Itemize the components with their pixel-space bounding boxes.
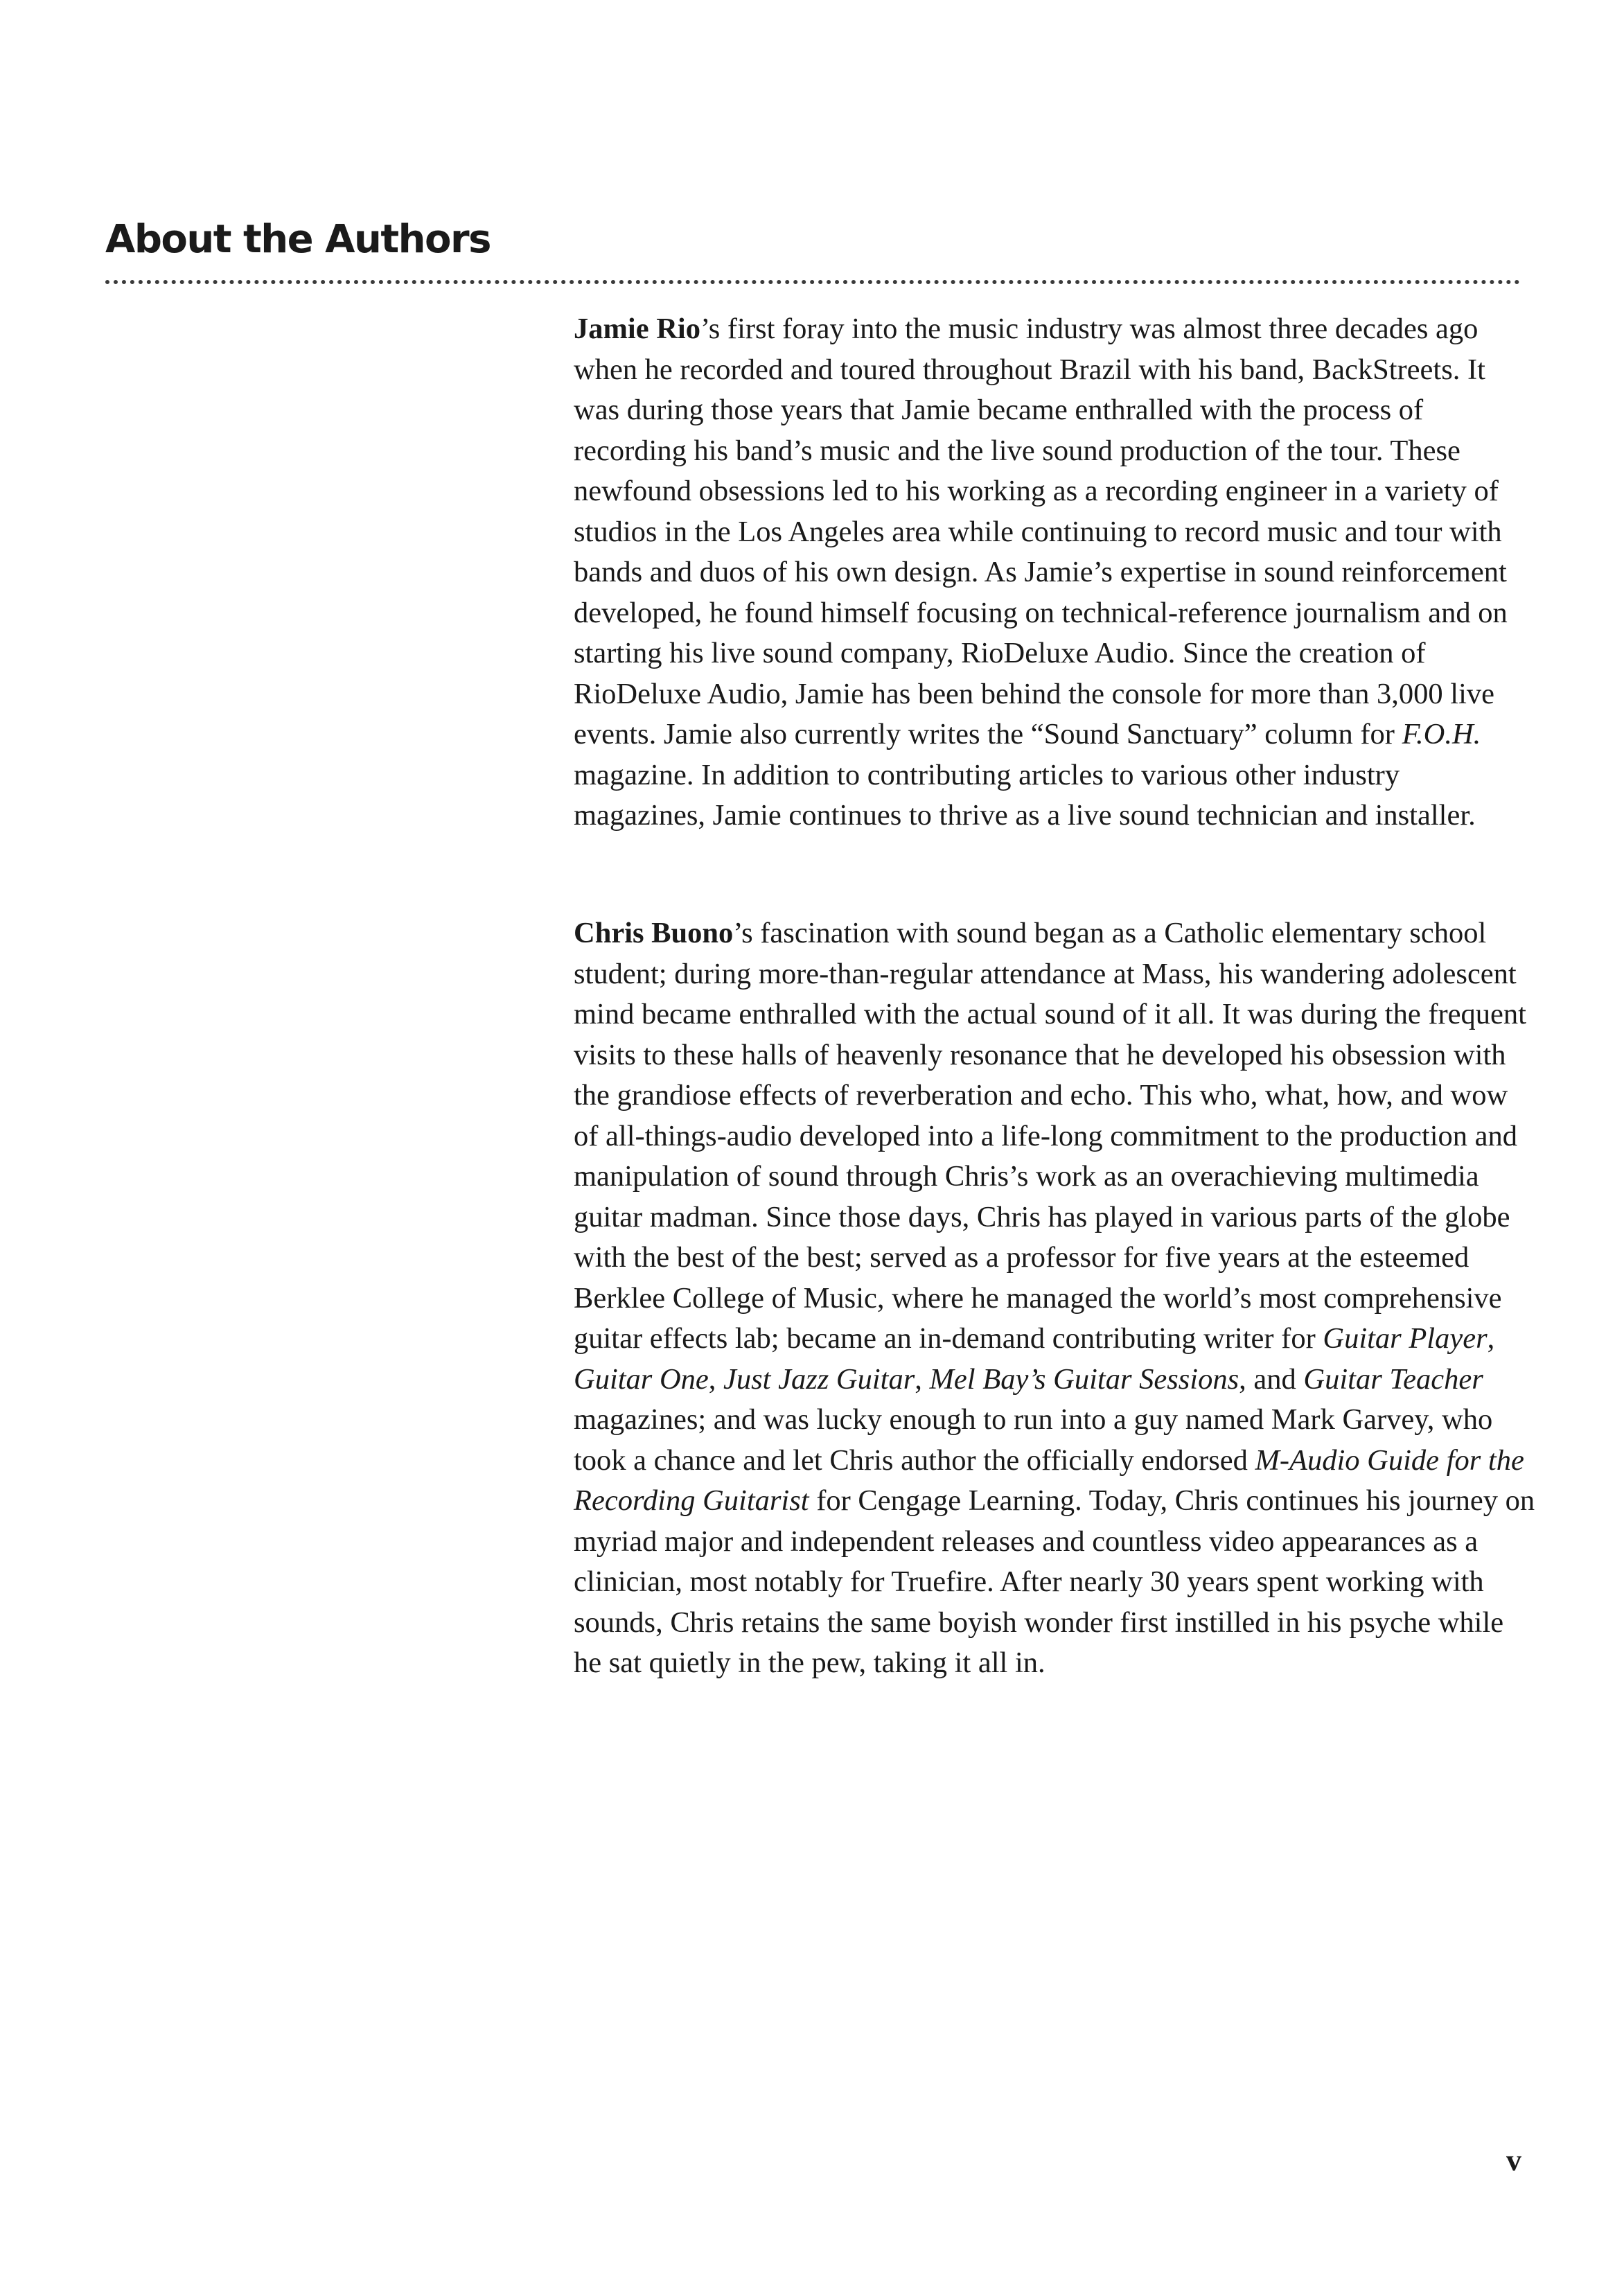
bio-text: ’s fascination with sound began as a Catholic elementary school student; during more-than-regular attendance at Mass, his wandering adolescent mind became enthralled with the actual sound of it all. It was during the frequent visits to these halls of heavenly resonance that he developed his obsession with the grandiose effects of reverberation and echo. This who, what, how, and wow of all-things-audio developed into a life-long commitment to the production and manipulation of sound through Chris’s work as an overachieving multimedia guitar madman. Since those days, Chris has played in various parts of the globe with the best of the best; served as a professor for five years at the esteemed Berklee College of Music, where he managed the world’s most comprehensive guitar effects lab; became an in-demand contributing writer for <box>574 917 1526 1355</box>
bio-text: , <box>708 1362 724 1396</box>
page-number: v <box>1506 2143 1521 2177</box>
bio-text: ’s first foray into the music industry was almost three decades ago when he recorded and toured throughout Brazil with his band, BackStreets. It was during those years that Jamie became enthralled with the process of recording his band’s music and the live sound production of the tour. These newfound obsessions led to his working as a recording engineer in a variety of studios in the Los Angeles area while continuing to record music and tour with bands and duos of his own design. As Jamie’s expertise in sound reinforcement developed, he found himself focusing on technical-reference journalism and on starting his live sound company, RioDeluxe Audio. Since the creation of RioDeluxe Audio, Jamie has been behind the console for more than 3,000 live events. Jamie also currently writes the “Sound Sanctuary” column for <box>574 313 1508 750</box>
bio-text: magazine. In addition to contributing articles to various other industry magazines, Jamie continues to thrive as a live sound technician and installer. <box>574 758 1476 832</box>
magazine-title: Guitar Player <box>1323 1322 1488 1355</box>
author-bio-chris-buono <box>574 913 1537 1684</box>
author-name: Chris Buono <box>574 917 734 949</box>
magazine-title: Mel Bay’s Guitar Sessions <box>929 1362 1239 1396</box>
bio-text: , <box>915 1362 930 1396</box>
dotted-divider <box>105 280 1520 284</box>
bio-text: magazines; and was lucky enough to run into a guy named Mark Garvey, who took a chance and let Chris author the officially endorsed <box>574 1403 1493 1477</box>
bio-text: for Cengage Learning. Today, Chris continues his journey on myriad major and independent releases and countless video appearances as a clinician, most notably for Truefire. After nearly 30 years spent working with sounds, Chris retains the same boyish wonder first instilled in his psyche while he sat quietly in the pew, taking it all in. <box>574 1484 1535 1679</box>
magazine-title: Guitar One <box>574 1362 709 1396</box>
book-title: M-Audio Guide for the Recording Guitarist <box>574 1443 1524 1517</box>
author-bio-jamie-rio <box>574 309 1537 836</box>
magazine-title: Guitar Teacher <box>1303 1362 1483 1396</box>
bio-text: , <box>1487 1322 1495 1355</box>
page-title: About the Authors <box>105 217 491 262</box>
author-name: Jamie Rio <box>574 313 700 345</box>
bio-text: , and <box>1239 1362 1304 1396</box>
magazine-title: Just Jazz Guitar <box>723 1362 915 1396</box>
magazine-title: F.O.H. <box>1402 718 1481 750</box>
